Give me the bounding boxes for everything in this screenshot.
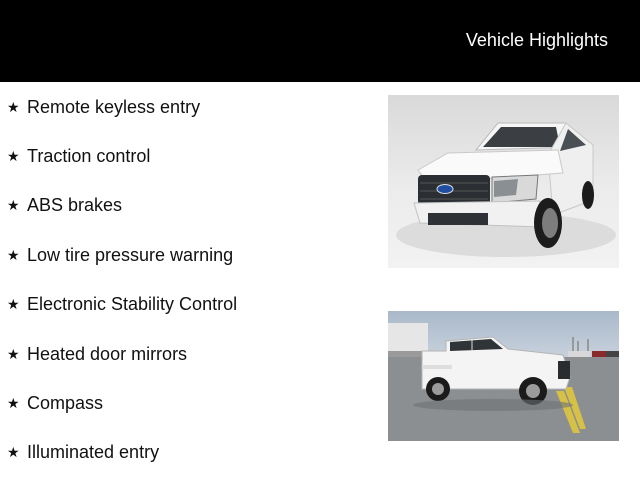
- list-item: [7, 339, 187, 369]
- star-icon: ★: [7, 147, 20, 164]
- truck-front-image: [388, 95, 619, 268]
- truck-side-image: [388, 311, 619, 441]
- list-item: [7, 92, 200, 122]
- feature-label: Compass: [27, 392, 104, 413]
- star-icon: ★: [7, 443, 20, 460]
- star-icon: ★: [7, 394, 20, 411]
- feature-label: Illuminated entry: [27, 441, 160, 462]
- star-icon: ★: [7, 345, 20, 362]
- star-icon: ★: [7, 295, 20, 312]
- header-bar: [0, 0, 640, 82]
- feature-label: Remote keyless entry: [27, 96, 201, 117]
- list-item: [7, 437, 159, 467]
- feature-label: Low tire pressure warning: [27, 244, 234, 265]
- feature-label: ABS brakes: [27, 194, 123, 215]
- side-profile-truck-photo: [388, 311, 619, 441]
- star-icon: ★: [7, 246, 20, 263]
- star-icon: ★: [7, 196, 20, 213]
- page-title: Vehicle Highlights: [465, 30, 608, 50]
- list-item: [7, 141, 150, 171]
- feature-label: Traction control: [27, 145, 151, 166]
- list-item: [7, 190, 122, 220]
- front-three-quarter-truck-photo: [388, 95, 619, 268]
- list-item: [7, 289, 237, 319]
- list-item: [7, 240, 233, 270]
- feature-label: Electronic Stability Control: [27, 293, 238, 314]
- star-icon: ★: [7, 98, 20, 115]
- feature-label: Heated door mirrors: [27, 343, 188, 364]
- list-item: [7, 388, 103, 418]
